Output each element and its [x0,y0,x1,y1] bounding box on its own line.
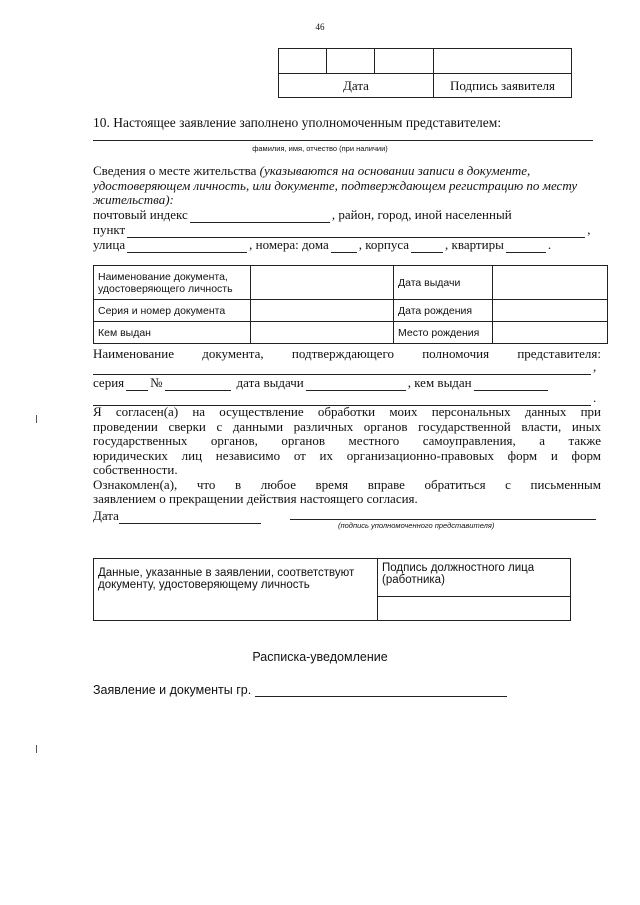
street-label: улица [93,237,126,252]
building-field[interactable] [411,241,443,253]
applicant-signature-table [278,48,572,98]
date-row [93,508,263,524]
house-label: , номера: дома [249,237,329,252]
receipt-title: Расписка-уведомление [252,650,388,664]
date-label: Дата [279,74,434,98]
authority-issued-by-label: , кем выдан [407,375,472,390]
issue-date-label: Дата выдачи [394,266,493,300]
issued-by-field[interactable] [251,322,394,344]
birth-place-field[interactable] [493,322,608,344]
date-cell-1 [279,49,327,74]
acknowledge-line: заявлением о прекращении действия настоящего согласия. [93,491,418,506]
date-line-field[interactable] [119,512,261,524]
signature-label: Подпись заявителя [434,74,572,98]
punkt-label: пункт [93,222,126,237]
authority-doc-row [93,359,601,375]
apartment-label: , квартиры [445,237,504,252]
section-10-heading: 10. Настоящее заявление заполнено уполномоченным представителем: [93,115,502,130]
receipt-row [93,683,509,697]
scan-mark [36,415,37,423]
official-signature-field[interactable] [378,597,571,621]
residence-title: Сведения о месте жительства [93,163,257,178]
authority-comma: , [593,359,597,374]
birth-place-label: Место рождения [394,322,493,344]
residence-paragraph [93,164,601,208]
consent-line: юридических лиц независимо от их организационно-правовых форм и форм [93,447,601,463]
authority-doc-label: Наименование документа, подтверждающего полномочия представителя: [93,346,601,361]
authority-period: . [593,390,597,405]
verify-left-text: Данные, указанные в заявлении, соответствуют документу, удостоверяющему личность [94,559,378,621]
street-row [93,237,601,253]
number-label: № [150,375,163,390]
consent-line: собственности. [93,462,178,477]
punkt-comma: , [587,222,591,237]
signature-cell [434,49,572,74]
identity-document-table [93,265,608,344]
receipt-name-field[interactable] [255,685,507,697]
table-row [94,266,608,300]
verification-table [93,558,571,621]
doc-name-label: Наименование документа, удостоверяющего личность [94,266,251,300]
date-line-label: Дата [93,508,119,523]
street-period: . [547,237,552,252]
page-number: 46 [315,22,325,32]
acknowledge-line: Ознакомлен(а), что в любое время вправе обратиться с письменным [93,476,601,492]
issue-date-field[interactable] [493,266,608,300]
doc-series-field[interactable] [251,300,394,322]
postal-label: почтовый индекс [93,207,188,222]
consent-line: государственных органов, органов местного самоуправления, а также [93,433,601,448]
table-row [94,300,608,322]
date-cell-2 [327,49,375,74]
official-signature-label: Подпись должностного лица (работника) [378,559,571,597]
authority-doc-field[interactable] [93,363,591,375]
consent-paragraph [93,405,601,507]
doc-name-field[interactable] [251,266,394,300]
postal-row [93,207,601,223]
signature-caption: (подпись уполномоченного представителя) [338,521,495,530]
district-label: , район, город, иной населенный [331,207,512,222]
date-cell-3 [375,49,434,74]
apartment-field[interactable] [506,241,546,253]
issued-by-label: Кем выдан [94,322,251,344]
table-row [94,322,608,344]
representative-name-line[interactable] [93,140,593,141]
birth-date-label: Дата рождения [394,300,493,322]
consent-line: Я согласен(а) на осуществление обработки моих персональных данных при [93,404,601,419]
street-field[interactable] [127,241,247,253]
name-caption: фамилия, имя, отчество (при наличии) [252,144,388,153]
punkt-row [93,222,601,238]
birth-date-field[interactable] [493,300,608,322]
authority-details-row [93,375,601,391]
consent-line: проведении сверки с данными различных органов государственной власти, иных [93,418,601,434]
scan-mark [36,745,37,753]
building-label: , корпуса [358,237,410,252]
series-label: серия [93,375,125,390]
authority-issue-date-label: дата выдачи [236,375,304,390]
representative-signature-line[interactable] [290,519,596,520]
receipt-label: Заявление и документы гр. [93,683,252,697]
house-field[interactable] [331,241,357,253]
residence-note: (указываются на основании записи в документе, удостоверяющем личность, или документе, подтверждающем регистрацию по месту жительства): [93,163,578,207]
doc-series-label: Серия и номер документа [94,300,251,322]
